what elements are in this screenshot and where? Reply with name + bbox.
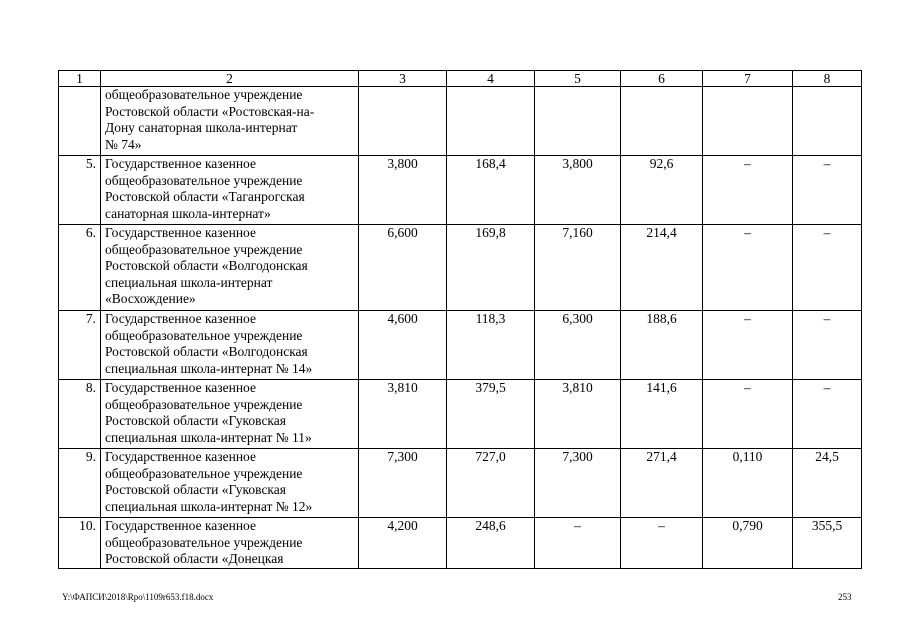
cell-col8: – bbox=[793, 225, 862, 311]
row-number: 6. bbox=[59, 225, 101, 311]
row-description: Государственное казенное общеобразовательное учреждение Ростовской области «Волгодонская специальная школа-интернат № 14» bbox=[101, 311, 359, 380]
cell-col8: – bbox=[793, 156, 862, 225]
cell-col3: 7,300 bbox=[359, 449, 447, 518]
cell-col5: 7,300 bbox=[535, 449, 621, 518]
cell-col3: 4,600 bbox=[359, 311, 447, 380]
data-table bbox=[58, 70, 862, 569]
column-header: 7 bbox=[703, 71, 793, 87]
cell-col8: 24,5 bbox=[793, 449, 862, 518]
table-row bbox=[59, 449, 862, 518]
cell-col7 bbox=[703, 87, 793, 156]
cell-col7: – bbox=[703, 156, 793, 225]
row-description: Государственное казенное общеобразовательное учреждение Ростовской области «Донецкая bbox=[101, 518, 359, 569]
cell-col8 bbox=[793, 87, 862, 156]
table-header-row bbox=[59, 71, 862, 87]
row-description: Государственное казенное общеобразовательное учреждение Ростовской области «Гуковская специальная школа-интернат № 11» bbox=[101, 380, 359, 449]
cell-col4 bbox=[447, 87, 535, 156]
column-header: 2 bbox=[101, 71, 359, 87]
row-number: 10. bbox=[59, 518, 101, 569]
cell-col3: 3,800 bbox=[359, 156, 447, 225]
row-number: 5. bbox=[59, 156, 101, 225]
cell-col5 bbox=[535, 87, 621, 156]
column-header: 8 bbox=[793, 71, 862, 87]
cell-col3: 3,810 bbox=[359, 380, 447, 449]
column-header: 5 bbox=[535, 71, 621, 87]
column-header: 1 bbox=[59, 71, 101, 87]
row-description: Государственное казенное общеобразовательное учреждение Ростовской области «Волгодонская специальная школа-интернат «Восхождение» bbox=[101, 225, 359, 311]
cell-col6 bbox=[621, 87, 703, 156]
table-row bbox=[59, 518, 862, 569]
table-row bbox=[59, 87, 862, 156]
cell-col5: 6,300 bbox=[535, 311, 621, 380]
cell-col4: 248,6 bbox=[447, 518, 535, 569]
cell-col8: 355,5 bbox=[793, 518, 862, 569]
cell-col5: 3,800 bbox=[535, 156, 621, 225]
cell-col3: 4,200 bbox=[359, 518, 447, 569]
cell-col7: – bbox=[703, 311, 793, 380]
row-description: общеобразовательное учреждение Ростовской области «Ростовская-на- Дону санаторная школа-интернат № 74» bbox=[101, 87, 359, 156]
row-number: 8. bbox=[59, 380, 101, 449]
cell-col4: 379,5 bbox=[447, 380, 535, 449]
cell-col6: 141,6 bbox=[621, 380, 703, 449]
table-body bbox=[59, 87, 862, 569]
cell-col7: – bbox=[703, 225, 793, 311]
cell-col5: 7,160 bbox=[535, 225, 621, 311]
row-description: Государственное казенное общеобразовательное учреждение Ростовской области «Таганрогская санаторная школа-интернат» bbox=[101, 156, 359, 225]
cell-col4: 168,4 bbox=[447, 156, 535, 225]
row-number bbox=[59, 87, 101, 156]
table-row bbox=[59, 380, 862, 449]
cell-col6: 188,6 bbox=[621, 311, 703, 380]
column-header: 6 bbox=[621, 71, 703, 87]
cell-col7: 0,110 bbox=[703, 449, 793, 518]
row-description: Государственное казенное общеобразовательное учреждение Ростовской области «Гуковская специальная школа-интернат № 12» bbox=[101, 449, 359, 518]
cell-col8: – bbox=[793, 311, 862, 380]
cell-col6: 214,4 bbox=[621, 225, 703, 311]
cell-col3: 6,600 bbox=[359, 225, 447, 311]
cell-col6: – bbox=[621, 518, 703, 569]
cell-col6: 92,6 bbox=[621, 156, 703, 225]
table-row bbox=[59, 311, 862, 380]
cell-col7: 0,790 bbox=[703, 518, 793, 569]
row-number: 9. bbox=[59, 449, 101, 518]
column-header: 4 bbox=[447, 71, 535, 87]
cell-col3 bbox=[359, 87, 447, 156]
footer-file-path: Y:\ФАПСИ\2018\Rpo\1109r653.f18.docx bbox=[62, 592, 214, 602]
cell-col4: 727,0 bbox=[447, 449, 535, 518]
cell-col4: 169,8 bbox=[447, 225, 535, 311]
cell-col6: 271,4 bbox=[621, 449, 703, 518]
footer-page-number: 253 bbox=[838, 592, 852, 602]
table-row bbox=[59, 156, 862, 225]
cell-col7: – bbox=[703, 380, 793, 449]
cell-col4: 118,3 bbox=[447, 311, 535, 380]
column-header: 3 bbox=[359, 71, 447, 87]
cell-col5: – bbox=[535, 518, 621, 569]
cell-col5: 3,810 bbox=[535, 380, 621, 449]
row-number: 7. bbox=[59, 311, 101, 380]
cell-col8: – bbox=[793, 380, 862, 449]
table-row bbox=[59, 225, 862, 311]
